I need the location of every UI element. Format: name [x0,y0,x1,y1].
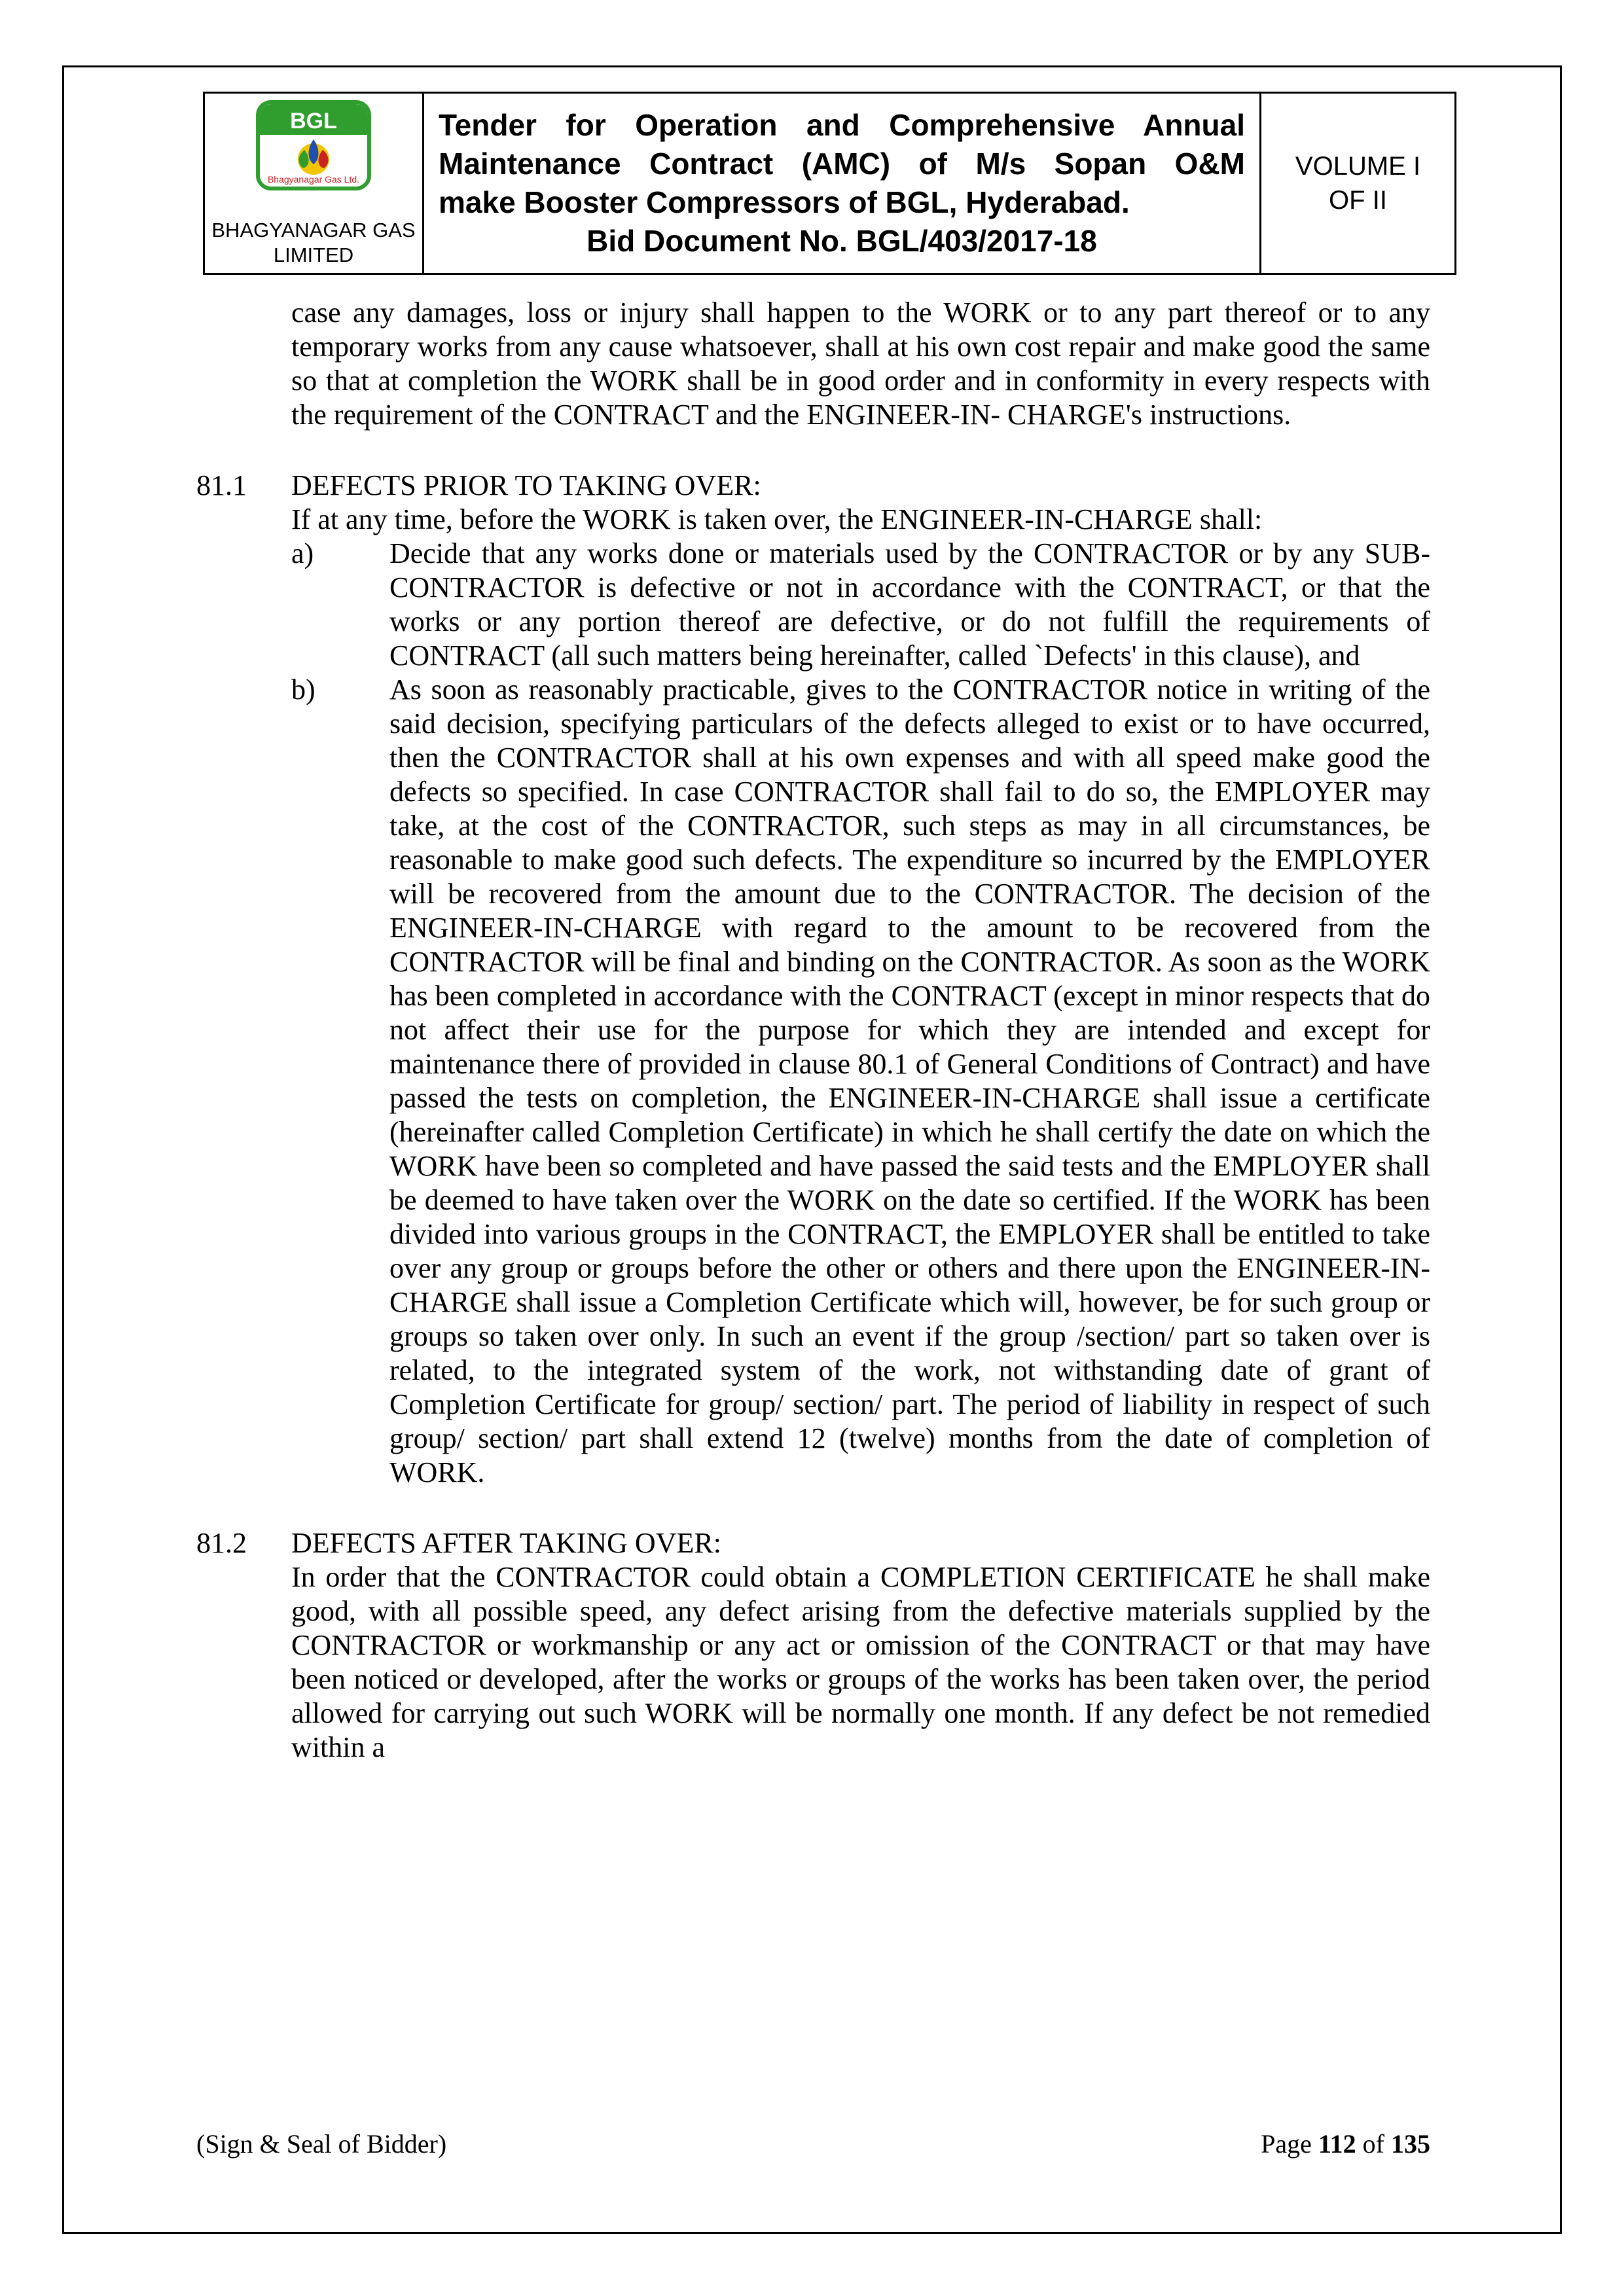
org-name-line2: LIMITED [273,243,354,266]
volume-cell [1261,94,1454,273]
bgl-logo [255,99,372,215]
section-81-1-lead: If at any time, before the WORK is taken over, the ENGINEER-IN-CHARGE shall: [291,503,1263,535]
section-81-1-heading [196,469,1430,503]
page-footer [196,2128,1430,2160]
tender-title-line2: Maintenance Contract (AMC) of M/s Sopan O&M [439,147,1245,181]
volume-line1: VOLUME I [1295,152,1421,181]
list-item-a-label: a) [291,537,314,569]
list-item-a [291,537,1430,673]
sign-seal-label: (Sign & Seal of Bidder) [196,2129,447,2159]
list-item-b-label: b) [291,673,316,706]
logo-caption: Bhagyanagar Gas Ltd. [267,174,360,185]
total-pages: 135 [1391,2129,1430,2159]
section-number: 81.1 [196,469,247,501]
tender-title-line1: Tender for Operation and Comprehensive Annual [439,108,1245,142]
tender-title-cell [424,94,1261,273]
bid-document-number: Bid Document No. BGL/403/2017-18 [586,224,1097,258]
continuation-paragraph: case any damages, loss or injury shall happen to the WORK or to any part thereof or to any temporary works from any cause whatsoever, shall at his own cost repair and make good the same so that at completion the WORK shall be in good order and in conformity in every respects with the requirement of the CONTRACT and the ENGINEER-IN- CHARGE's instructions. [291,296,1430,431]
section-81-1 [196,469,1430,1490]
logo-acronym: BGL [290,109,337,134]
section-title: DEFECTS PRIOR TO TAKING OVER: [291,469,761,501]
list-item-a-text: Decide that any works done or materials used by the CONTRACTOR or by any SUB-CONTRACTOR is defective or not in accordance with the CONTRACT, or that the works or any portion thereof are defective, or do not fulfill the requirements of CONTRACT (all such matters being hereinafter, called `Defects' in this clause), and [389,537,1430,672]
section-81-2-heading [196,1526,1430,1560]
list-item-b [291,673,1430,1490]
header-table [203,92,1456,275]
section-81-2-paragraph: In order that the CONTRACTOR could obtain a COMPLETION CERTIFICATE he shall make good, with all possible speed, any defect arising from the defective materials supplied by the CONTRACTOR or workmanship or any act or omission of the CONTRACT or that may have been noticed or developed, after the works or groups of the works has been taken over, the period allowed for carrying out such WORK will be normally one month. If any defect be not remedied within a [291,1561,1430,1763]
page-word: Page [1261,2129,1318,2159]
volume-line2: OF II [1329,186,1387,215]
page-indicator [1261,2128,1430,2160]
document-body [196,296,1430,1765]
of-word: of [1356,2129,1391,2159]
section-title: DEFECTS AFTER TAKING OVER: [291,1527,721,1559]
tender-title-line3: make Booster Compressors of BGL, Hyderabad. [439,185,1130,219]
section-81-2-content [291,1560,1430,1765]
page-number: 112 [1318,2129,1356,2159]
org-name-line1: BHAGYANAGAR GAS [211,219,416,242]
section-81-2 [196,1526,1430,1765]
section-81-1-content [291,503,1430,1490]
section-number: 81.2 [196,1527,247,1559]
org-name [211,218,415,268]
logo-cell [205,94,424,273]
list-item-b-text: As soon as reasonably practicable, gives to the CONTRACTOR notice in writing of the said decision, specifying particulars of the defects alleged to exist or to have occurred, then the CONTRACTOR shall at his own expenses and with all speed make good the defects so specified. In case CONTRACTOR shall fail to do so, the EMPLOYER may take, at the cost of the CONTRACTOR, such steps as may in all circumstances, be reasonable to make good such defects. The expenditure so incurred by the EMPLOYER will be recovered from the amount due to the CONTRACTOR. The decision of the ENGINEER-IN-CHARGE with regard to the amount to be recovered from the CONTRACTOR will be final and binding on the CONTRACTOR. As soon as the WORK has been completed in accordance with the CONTRACT (except in minor respects that do not affect their use for the purpose for which they are intended and except for maintenance there of provided in clause 80.1 of General Conditions of Contract) and have passed the tests on completion, the ENGINEER-IN-CHARGE shall issue a certificate (hereinafter called Completion Certificate) in which he shall certify the date on which the WORK have been so completed and have passed the said tests and the EMPLOYER shall be deemed to have taken over the WORK on the date so certified. If the WORK has been divided into various groups in the CONTRACT, the EMPLOYER shall be entitled to take over any group or groups before the other or others and there upon the ENGINEER-IN-CHARGE shall issue a Completion Certificate which will, however, be for such group or groups so taken over only. In such an event if the group /section/ part so taken over is related, to the integrated system of the work, not withstanding date of grant of Completion Certificate for group/ section/ part. The period of liability in respect of such group/ section/ part shall extend 12 (twelve) months from the date of completion of WORK. [389,673,1430,1488]
